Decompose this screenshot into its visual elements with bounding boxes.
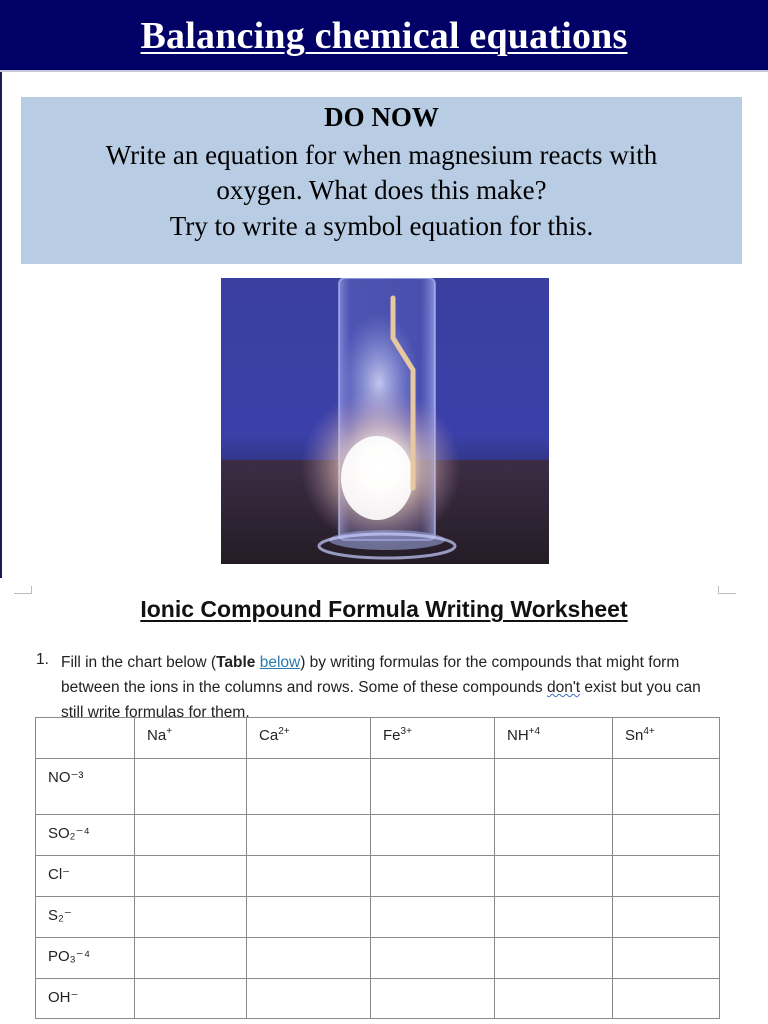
slide-title: Balancing chemical equations [140, 15, 628, 57]
ion-symbol: Sn [625, 727, 644, 744]
answer-cell[interactable] [247, 856, 371, 897]
answer-cell[interactable] [613, 759, 720, 815]
column-header [613, 718, 720, 759]
answer-cell[interactable] [371, 938, 495, 979]
magnesium-burning-in-test-tube-icon [221, 278, 549, 564]
row-label: S₂⁻ [48, 907, 72, 924]
row-header [36, 938, 135, 979]
answer-cell[interactable] [613, 979, 720, 1019]
column-header [135, 718, 247, 759]
answer-cell[interactable] [247, 938, 371, 979]
slide-border [0, 72, 2, 578]
table-row [36, 938, 720, 979]
instruction-text: exist but you can still write formulas for them. [61, 679, 701, 721]
worksheet [0, 578, 768, 1024]
answer-cell[interactable] [135, 897, 247, 938]
ion-symbol: Ca [259, 727, 279, 744]
answer-cell[interactable] [135, 938, 247, 979]
table-row [36, 897, 720, 938]
answer-cell[interactable] [247, 759, 371, 815]
row-header [36, 815, 135, 856]
answer-cell[interactable] [135, 815, 247, 856]
table-row [36, 856, 720, 897]
instruction-text: Fill in the chart below ( [61, 654, 217, 671]
table-row [36, 815, 720, 856]
answer-cell[interactable] [371, 979, 495, 1019]
answer-cell[interactable] [371, 815, 495, 856]
answer-cell[interactable] [495, 938, 613, 979]
row-header [36, 897, 135, 938]
row-label: SO₂⁻⁴ [48, 825, 90, 842]
column-header [371, 718, 495, 759]
row-label: NO⁻³ [48, 769, 84, 786]
question-number: 1. [36, 651, 49, 668]
instruction-text: ) by writing formulas for the compounds that might form between the ions in the columns and rows. Some of these compounds [61, 654, 680, 696]
do-now-line-2: oxygen. What does this make? [216, 175, 547, 205]
table-link[interactable]: below [259, 654, 301, 671]
answer-cell[interactable] [247, 815, 371, 856]
answer-cell[interactable] [135, 759, 247, 815]
row-label: OH⁻ [48, 989, 79, 1006]
ion-charge: + [166, 726, 173, 737]
answer-cell[interactable] [613, 897, 720, 938]
answer-cell[interactable] [613, 815, 720, 856]
answer-cell[interactable] [371, 897, 495, 938]
answer-cell[interactable] [135, 979, 247, 1019]
do-now-line-1: Write an equation for when magnesium reacts with [105, 140, 658, 170]
do-now-box [21, 97, 742, 264]
ion-symbol: Fe [383, 727, 401, 744]
answer-cell[interactable] [371, 759, 495, 815]
ion-charge: 3+ [400, 726, 412, 737]
instruction-bold: Table [216, 654, 256, 671]
ion-charge: 4+ [643, 726, 655, 737]
ion-table [35, 717, 720, 1019]
answer-cell[interactable] [247, 979, 371, 1019]
table-row [36, 979, 720, 1019]
row-header [36, 979, 135, 1019]
do-now-line-3: Try to write a symbol equation for this. [169, 211, 594, 241]
ion-symbol: NH [507, 727, 529, 744]
spellcheck-word: don't [546, 679, 581, 696]
answer-cell[interactable] [495, 856, 613, 897]
column-header [247, 718, 371, 759]
answer-cell[interactable] [613, 856, 720, 897]
ion-symbol: Na [147, 727, 167, 744]
answer-cell[interactable] [495, 815, 613, 856]
row-label: PO₃⁻⁴ [48, 948, 91, 965]
answer-cell[interactable] [613, 938, 720, 979]
answer-cell[interactable] [495, 759, 613, 815]
page-corner-mark [14, 586, 32, 594]
slide-title-bar [0, 0, 768, 72]
ion-charge: 2+ [278, 726, 290, 737]
question-text [61, 650, 721, 725]
column-header [495, 718, 613, 759]
row-header [36, 856, 135, 897]
answer-cell[interactable] [495, 979, 613, 1019]
row-header [36, 759, 135, 815]
table-header-row [36, 718, 720, 759]
answer-cell[interactable] [135, 856, 247, 897]
do-now-heading: DO NOW [324, 102, 439, 132]
ion-charge: +4 [528, 726, 541, 737]
worksheet-title: Ionic Compound Formula Writing Worksheet [140, 596, 628, 622]
answer-cell[interactable] [371, 856, 495, 897]
answer-cell[interactable] [495, 897, 613, 938]
page-corner-mark [718, 586, 736, 594]
answer-cell[interactable] [247, 897, 371, 938]
row-label: Cl⁻ [48, 866, 71, 883]
magnesium-burning-photo [221, 278, 549, 564]
table-row [36, 759, 720, 815]
table-corner-cell [36, 718, 135, 759]
